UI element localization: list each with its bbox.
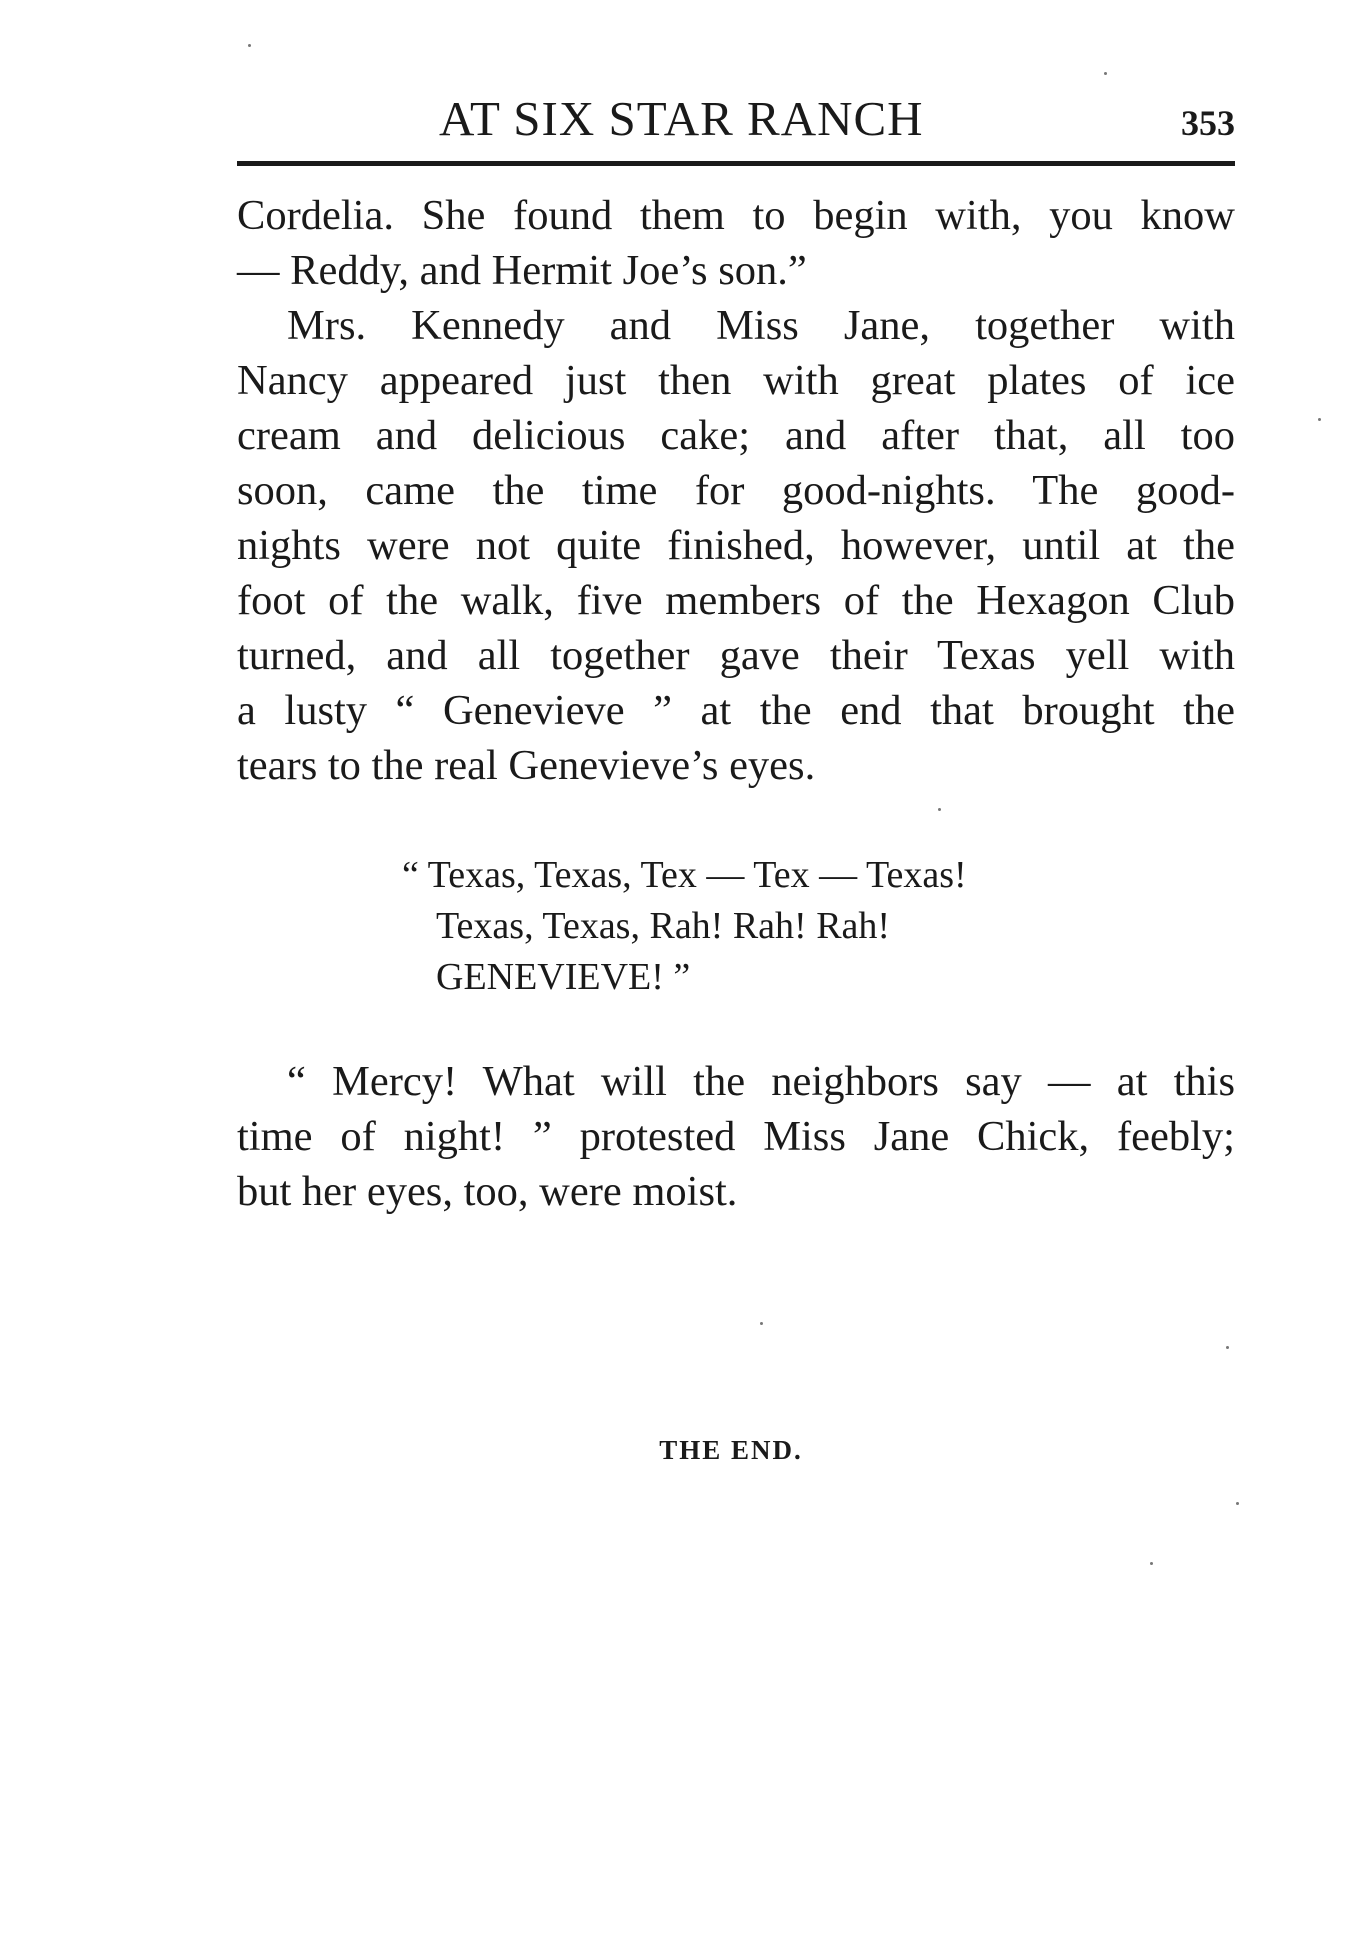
text-line: nights were not quite finished, however, until at the bbox=[237, 522, 1235, 569]
scan-speck bbox=[1318, 418, 1321, 421]
text-line: tears to the real Genevieve’s eyes. bbox=[237, 742, 816, 789]
verse-line: Texas, Texas, Rah! Rah! Rah! bbox=[436, 905, 891, 947]
text-line: “ Mercy! What will the neighbors say — at this bbox=[287, 1058, 1235, 1105]
text-line: Mrs. Kennedy and Miss Jane, together with bbox=[287, 302, 1235, 349]
header-rule bbox=[237, 161, 1235, 166]
text-line: Nancy appeared just then with great plates of ice bbox=[237, 357, 1235, 404]
scan-speck bbox=[1236, 1502, 1239, 1505]
page-number: 353 bbox=[1181, 103, 1235, 143]
text-line: but her eyes, too, were moist. bbox=[237, 1168, 738, 1215]
scan-speck bbox=[1104, 72, 1107, 75]
page-header bbox=[237, 84, 1235, 154]
text-line: a lusty “ Genevieve ” at the end that brought the bbox=[237, 687, 1235, 734]
text-line: turned, and all together gave their Texas yell with bbox=[237, 632, 1235, 679]
text-line: time of night! ” protested Miss Jane Chick, feebly; bbox=[237, 1113, 1235, 1160]
text-line: cream and delicious cake; and after that, all too bbox=[237, 412, 1235, 459]
paragraph-final bbox=[237, 1054, 1235, 1219]
text-line: Cordelia. She found them to begin with, you know bbox=[237, 192, 1235, 239]
scan-speck bbox=[760, 1322, 763, 1325]
scan-speck bbox=[1150, 1562, 1153, 1565]
text-line: foot of the walk, five members of the Hexagon Club bbox=[237, 577, 1235, 624]
scan-speck bbox=[248, 44, 251, 47]
scan-speck bbox=[1226, 1346, 1229, 1349]
verse-line: GENEVIEVE! ” bbox=[436, 956, 691, 998]
scan-speck bbox=[938, 808, 941, 811]
text-line: soon, came the time for good-nights. The good- bbox=[237, 467, 1235, 514]
running-title: AT SIX STAR RANCH bbox=[439, 91, 924, 146]
paragraph-continued bbox=[237, 188, 1235, 793]
the-end-label: THE END. bbox=[659, 1435, 803, 1465]
text-line: — Reddy, and Hermit Joe’s son.” bbox=[237, 247, 807, 294]
verse-line: “ Texas, Texas, Tex — Tex — Texas! bbox=[402, 854, 967, 896]
yell-verse bbox=[402, 850, 1102, 1003]
